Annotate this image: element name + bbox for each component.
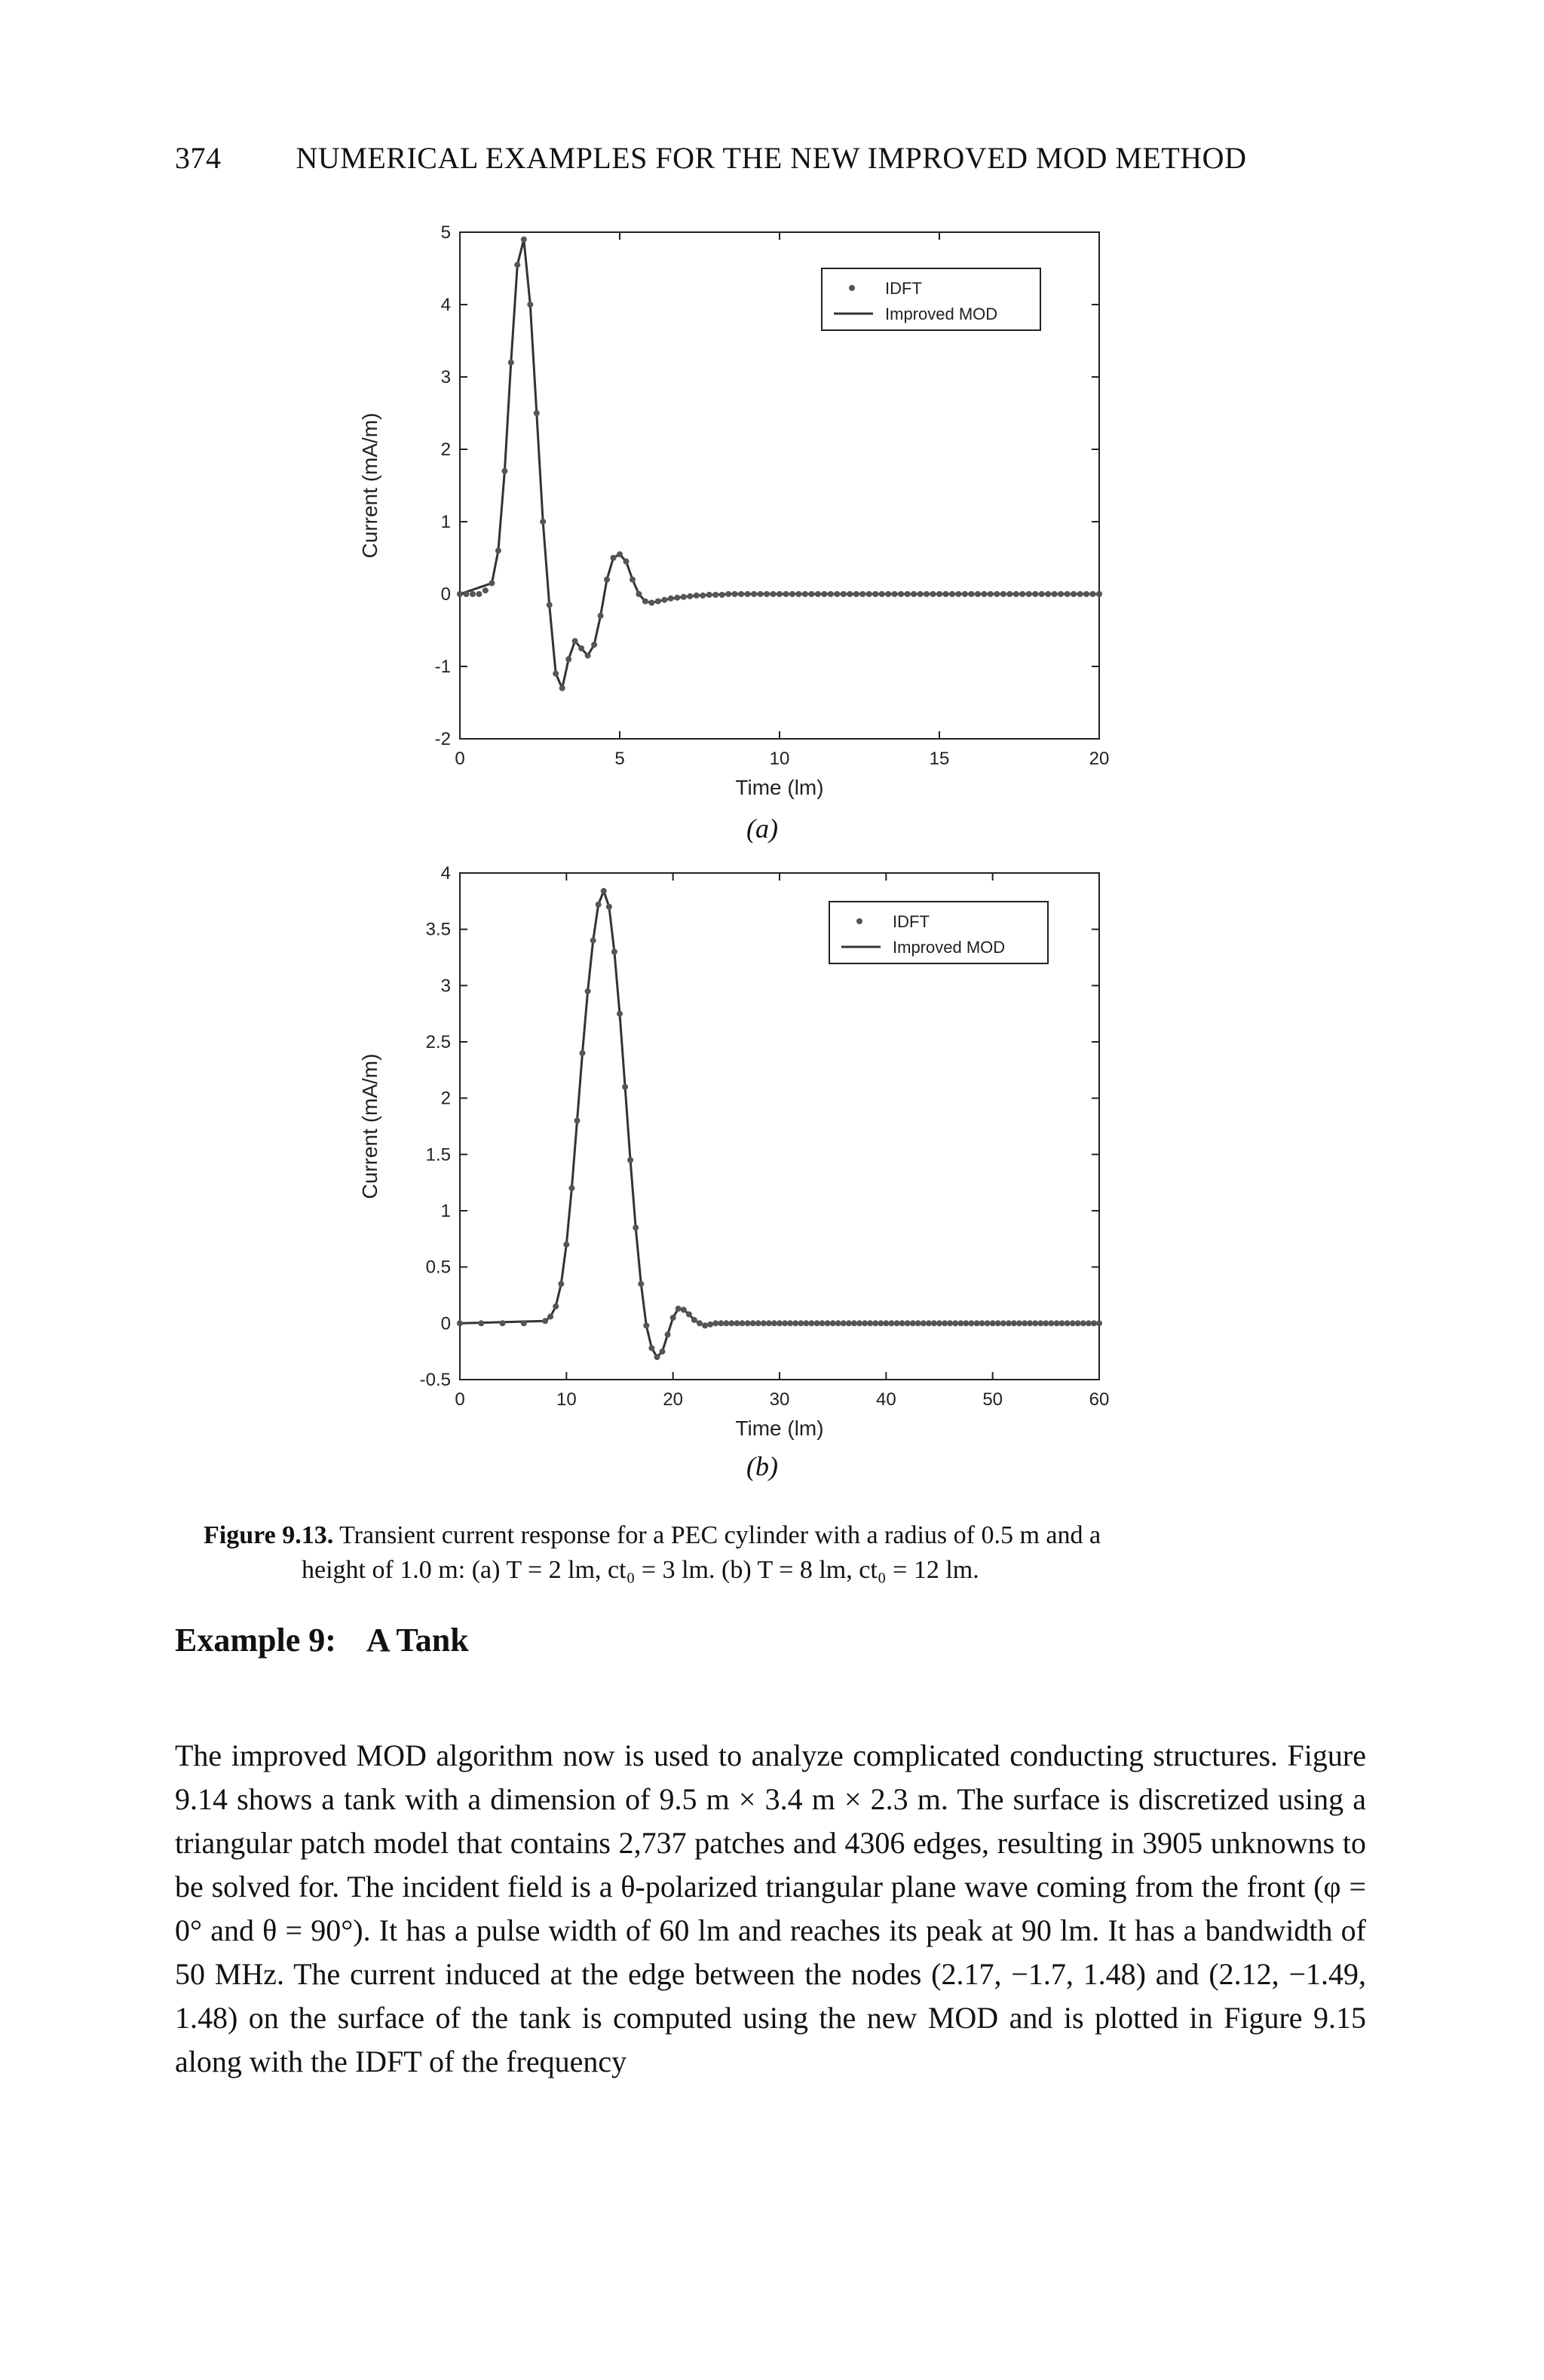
idft-point: [478, 1320, 484, 1326]
idft-point: [867, 1320, 873, 1326]
idft-point: [821, 591, 827, 597]
idft-point: [930, 591, 936, 597]
idft-point: [783, 591, 789, 597]
idft-point: [957, 1320, 963, 1326]
idft-point: [495, 547, 501, 553]
idft-point: [994, 591, 1000, 597]
idft-point: [750, 1320, 756, 1326]
idft-point: [962, 591, 968, 597]
idft-point: [553, 671, 559, 677]
idft-point: [585, 653, 591, 659]
idft-point: [508, 360, 514, 366]
y-tick-label: 5: [440, 222, 451, 243]
idft-point: [521, 237, 527, 243]
idft-point: [761, 1320, 767, 1326]
example-heading: [175, 1621, 469, 1659]
y-tick-label: 2.5: [425, 1032, 451, 1052]
idft-point: [841, 591, 847, 597]
idft-point: [1075, 1320, 1081, 1326]
idft-point: [828, 591, 834, 597]
panel-label-a: (a): [746, 813, 778, 844]
y-tick-label: 0.5: [425, 1257, 451, 1278]
idft-point: [1090, 591, 1096, 597]
idft-point: [995, 1320, 1001, 1326]
idft-point: [795, 591, 801, 597]
y-tick-label: 2: [440, 1088, 451, 1109]
idft-point: [924, 591, 930, 597]
idft-point: [1045, 591, 1051, 597]
idft-point: [918, 591, 924, 597]
idft-point: [1083, 591, 1089, 597]
idft-point: [611, 555, 617, 561]
idft-point: [899, 1320, 905, 1326]
idft-point: [1096, 591, 1102, 597]
idft-point: [527, 302, 533, 308]
x-tick-label: 20: [1089, 749, 1110, 769]
idft-point: [725, 591, 731, 597]
idft-point: [974, 1320, 980, 1326]
idft-point: [955, 591, 961, 597]
idft-point: [1037, 1320, 1043, 1326]
idft-point: [1096, 1320, 1102, 1326]
idft-point: [1032, 591, 1038, 597]
legend-idft-marker: [849, 285, 855, 291]
idft-point: [627, 1157, 633, 1163]
idft-point: [661, 597, 667, 603]
idft-point: [457, 591, 463, 597]
idft-point: [687, 593, 693, 599]
idft-point: [898, 591, 904, 597]
idft-point: [1077, 591, 1083, 597]
idft-point: [981, 591, 987, 597]
idft-point: [568, 1185, 574, 1191]
idft-point: [949, 591, 955, 597]
idft-point: [1048, 1320, 1054, 1326]
idft-point: [606, 904, 612, 910]
idft-point: [815, 591, 821, 597]
idft-point: [547, 1313, 553, 1319]
idft-point: [1071, 591, 1077, 597]
idft-point: [1065, 1320, 1071, 1326]
idft-point: [691, 1317, 697, 1323]
idft-point: [1000, 1320, 1006, 1326]
y-tick-label: -1: [434, 657, 451, 677]
idft-point: [758, 591, 764, 597]
idft-point: [975, 591, 981, 597]
x-tick-label: 5: [614, 749, 625, 769]
idft-point: [1022, 1320, 1028, 1326]
legend-label-idft: IDFT: [885, 279, 922, 298]
idft-point: [968, 1320, 974, 1326]
idft-point: [1011, 1320, 1017, 1326]
idft-point: [622, 1084, 628, 1090]
idft-point: [591, 642, 597, 648]
x-axis-label: Time (lm): [735, 776, 824, 799]
idft-point: [534, 410, 540, 416]
idft-point: [681, 594, 687, 600]
idft-point: [866, 591, 872, 597]
idft-point: [766, 1320, 772, 1326]
idft-point: [931, 1320, 937, 1326]
idft-point: [878, 1320, 884, 1326]
idft-point: [803, 1320, 809, 1326]
x-tick-label: 40: [875, 1389, 896, 1410]
idft-point: [514, 262, 520, 268]
idft-point: [676, 1306, 682, 1312]
idft-point: [1039, 591, 1045, 597]
idft-point: [802, 591, 808, 597]
idft-point: [745, 591, 751, 597]
idft-point: [979, 1320, 985, 1326]
idft-point: [719, 592, 725, 598]
idft-point: [1091, 1320, 1097, 1326]
idft-point: [905, 591, 911, 597]
idft-point: [1026, 591, 1032, 597]
idft-point: [1052, 591, 1058, 597]
idft-point: [501, 468, 507, 474]
idft-point: [952, 1320, 958, 1326]
idft-point: [910, 1320, 916, 1326]
body-paragraph: The improved MOD algorithm now is used to analyze complicated conducting structures. Figure 9.14 shows a tank with a dimension of 9.5 m × 3.4 m × 2.3 m. The surface is discretized using a triangular patch model that contains 2,737 patches and 4306 edges, resulting in 3905 unknowns to be solved for. The incident field is a θ-polarized triangular plane wave coming from the front (φ = 0° and θ = 90°). It has a pulse width of 60 lm and reaches its peak at 90 lm. It has a bandwidth of 50 MHz. The current induced at the edge between the nodes (2.17, −1.7, 1.48) and (2.12, −1.49, 1.48) on the surface of the tank is computed using the new MOD and is plotted in Figure 9.15 along with the IDFT of the frequency: [175, 1738, 1366, 2078]
y-axis-label: Current (mA/m): [358, 412, 381, 559]
plot-a: [358, 222, 1109, 799]
idft-point: [670, 1315, 676, 1321]
y-tick-label: 2: [440, 440, 451, 460]
idft-point: [734, 1320, 740, 1326]
idft-point: [985, 1320, 991, 1326]
idft-point: [636, 591, 642, 597]
x-tick-label: 30: [769, 1389, 790, 1410]
x-tick-label: 10: [769, 749, 790, 769]
y-tick-label: 3.5: [425, 919, 451, 940]
idft-point: [1016, 1320, 1022, 1326]
x-tick-label: 0: [455, 1389, 465, 1410]
idft-point: [1043, 1320, 1049, 1326]
figure-caption: [204, 1518, 1349, 1588]
idft-point: [755, 1320, 761, 1326]
idft-point: [728, 1320, 734, 1326]
idft-point: [464, 591, 470, 597]
example-title: A Tank: [366, 1622, 469, 1659]
idft-point: [542, 1318, 548, 1324]
idft-point: [732, 591, 738, 597]
caption-line-2: height of 1.0 m: (a) T = 2 lm, ct₀ = 3 lm. (b) T = 8 lm, ct₀ = 12 lm.: [302, 1556, 979, 1584]
x-tick-label: 60: [1089, 1389, 1110, 1410]
idft-point: [888, 1320, 894, 1326]
idft-point: [574, 1118, 581, 1124]
idft-point: [942, 1320, 948, 1326]
idft-point: [1032, 1320, 1038, 1326]
plot-b: [358, 863, 1109, 1440]
y-tick-label: -0.5: [419, 1370, 451, 1390]
idft-point: [702, 1322, 708, 1328]
idft-point: [968, 591, 974, 597]
idft-point: [853, 591, 859, 597]
idft-point: [830, 1320, 836, 1326]
y-tick-label: 0: [440, 584, 451, 605]
idft-point: [872, 591, 878, 597]
idft-point: [572, 638, 578, 644]
idft-point: [601, 888, 607, 894]
idft-point: [819, 1320, 826, 1326]
caption-label: Figure 9.13.: [204, 1521, 334, 1549]
idft-point: [834, 591, 840, 597]
idft-point: [590, 938, 596, 944]
idft-point: [559, 685, 565, 691]
idft-point: [879, 591, 885, 597]
x-tick-label: 10: [556, 1389, 577, 1410]
idft-point: [835, 1320, 841, 1326]
idft-point: [638, 1281, 644, 1287]
idft-point: [633, 1224, 639, 1230]
idft-point: [777, 1320, 783, 1326]
idft-point: [1054, 1320, 1060, 1326]
panel-label-b: (b): [746, 1451, 778, 1481]
idft-point: [1013, 591, 1019, 597]
idft-point: [718, 1320, 724, 1326]
idft-point: [808, 591, 814, 597]
idft-point: [617, 551, 623, 557]
idft-point: [936, 591, 942, 597]
y-tick-label: -2: [434, 729, 451, 749]
idft-point: [648, 600, 654, 606]
idft-point: [751, 591, 757, 597]
idft-point: [911, 591, 917, 597]
idft-point: [814, 1320, 820, 1326]
idft-point: [1027, 1320, 1033, 1326]
idft-point: [580, 1050, 586, 1056]
idft-point: [1006, 1320, 1012, 1326]
idft-point: [851, 1320, 857, 1326]
idft-point: [808, 1320, 814, 1326]
legend-label-mod: Improved MOD: [893, 938, 1006, 957]
idft-point: [1019, 591, 1025, 597]
idft-point: [578, 645, 584, 651]
idft-point: [885, 591, 891, 597]
idft-point: [883, 1320, 889, 1326]
idft-point: [892, 591, 898, 597]
idft-point: [674, 595, 680, 601]
idft-point: [988, 591, 994, 597]
body-text: [175, 1734, 1366, 2084]
page-number: 374: [175, 141, 222, 175]
idft-point: [921, 1320, 927, 1326]
x-tick-label: 50: [982, 1389, 1003, 1410]
idft-point: [745, 1320, 751, 1326]
idft-point: [617, 1011, 623, 1017]
idft-point: [470, 591, 476, 597]
idft-point: [697, 1320, 703, 1326]
idft-point: [847, 591, 853, 597]
idft-point: [859, 591, 865, 597]
idft-point: [770, 591, 777, 597]
y-tick-label: 1: [440, 1201, 451, 1221]
idft-point: [1065, 591, 1071, 597]
idft-point: [521, 1320, 527, 1326]
idft-point: [1000, 591, 1006, 597]
x-tick-label: 15: [929, 749, 950, 769]
legend-idft-marker: [856, 918, 862, 924]
idft-point: [856, 1320, 862, 1326]
idft-point: [668, 596, 674, 602]
idft-point: [723, 1320, 729, 1326]
idft-point: [943, 591, 949, 597]
y-tick-label: 4: [440, 295, 451, 315]
idft-point: [990, 1320, 996, 1326]
idft-point: [825, 1320, 831, 1326]
y-tick-label: 3: [440, 367, 451, 387]
idft-point: [665, 1331, 671, 1337]
idft-point: [489, 580, 495, 587]
idft-point: [563, 1242, 569, 1248]
y-tick-label: 0: [440, 1313, 451, 1334]
example-label: Example 9:: [175, 1622, 336, 1659]
idft-point: [1059, 1320, 1065, 1326]
idft-point: [1006, 591, 1012, 597]
idft-point: [782, 1320, 788, 1326]
idft-point: [457, 1320, 463, 1326]
idft-point: [706, 592, 712, 598]
idft-point: [654, 1354, 660, 1360]
idft-point: [547, 602, 553, 608]
idft-point: [963, 1320, 969, 1326]
idft-point: [707, 1322, 713, 1328]
idft-point: [712, 592, 718, 598]
idft-point: [565, 656, 571, 662]
idft-point: [476, 591, 482, 597]
idft-point: [694, 593, 700, 599]
idft-point: [894, 1320, 900, 1326]
idft-point: [1058, 591, 1064, 597]
idft-point: [648, 1345, 654, 1351]
idft-point: [642, 599, 648, 605]
idft-point: [1086, 1320, 1092, 1326]
x-tick-label: 20: [663, 1389, 684, 1410]
idft-point: [862, 1320, 868, 1326]
idft-point: [611, 949, 617, 955]
x-tick-label: 0: [455, 749, 465, 769]
y-tick-label: 1.5: [425, 1144, 451, 1165]
idft-point: [738, 591, 744, 597]
idft-point: [771, 1320, 777, 1326]
y-tick-label: 4: [440, 863, 451, 884]
idft-point: [598, 613, 604, 619]
idft-point: [558, 1281, 564, 1287]
idft-point: [686, 1311, 692, 1317]
idft-point: [915, 1320, 921, 1326]
idft-point: [764, 591, 770, 597]
idft-point: [660, 1349, 666, 1355]
y-axis-label: Current (mA/m): [358, 1053, 381, 1199]
y-tick-label: 3: [440, 976, 451, 997]
idft-point: [1070, 1320, 1076, 1326]
idft-point: [798, 1320, 804, 1326]
idft-point: [604, 577, 610, 583]
legend-label-mod: Improved MOD: [885, 305, 998, 323]
y-tick-label: 1: [440, 512, 451, 532]
idft-point: [712, 1320, 718, 1326]
idft-point: [846, 1320, 852, 1326]
idft-point: [623, 559, 630, 565]
idft-point: [553, 1303, 559, 1309]
idft-point: [926, 1320, 932, 1326]
idft-point: [841, 1320, 847, 1326]
idft-point: [482, 587, 489, 593]
idft-point: [787, 1320, 793, 1326]
idft-point: [1080, 1320, 1086, 1326]
idft-point: [585, 988, 591, 994]
idft-point: [789, 591, 795, 597]
idft-point: [643, 1322, 649, 1328]
idft-point: [681, 1306, 687, 1313]
idft-point: [777, 591, 783, 597]
legend-label-idft: IDFT: [893, 912, 930, 931]
running-title: NUMERICAL EXAMPLES FOR THE NEW IMPROVED MOD METHOD: [296, 141, 1247, 175]
caption-line-1: Transient current response for a PEC cylinder with a radius of 0.5 m and a: [339, 1521, 1101, 1549]
idft-point: [630, 577, 636, 583]
idft-point: [936, 1320, 942, 1326]
idft-point: [792, 1320, 798, 1326]
idft-point: [655, 599, 661, 605]
idft-point: [700, 593, 706, 599]
idft-point: [905, 1320, 911, 1326]
idft-point: [500, 1320, 506, 1326]
idft-point: [740, 1320, 746, 1326]
idft-point: [596, 902, 602, 908]
idft-point: [947, 1320, 953, 1326]
x-axis-label: Time (lm): [735, 1417, 824, 1440]
idft-point: [540, 519, 546, 525]
idft-point: [872, 1320, 878, 1326]
